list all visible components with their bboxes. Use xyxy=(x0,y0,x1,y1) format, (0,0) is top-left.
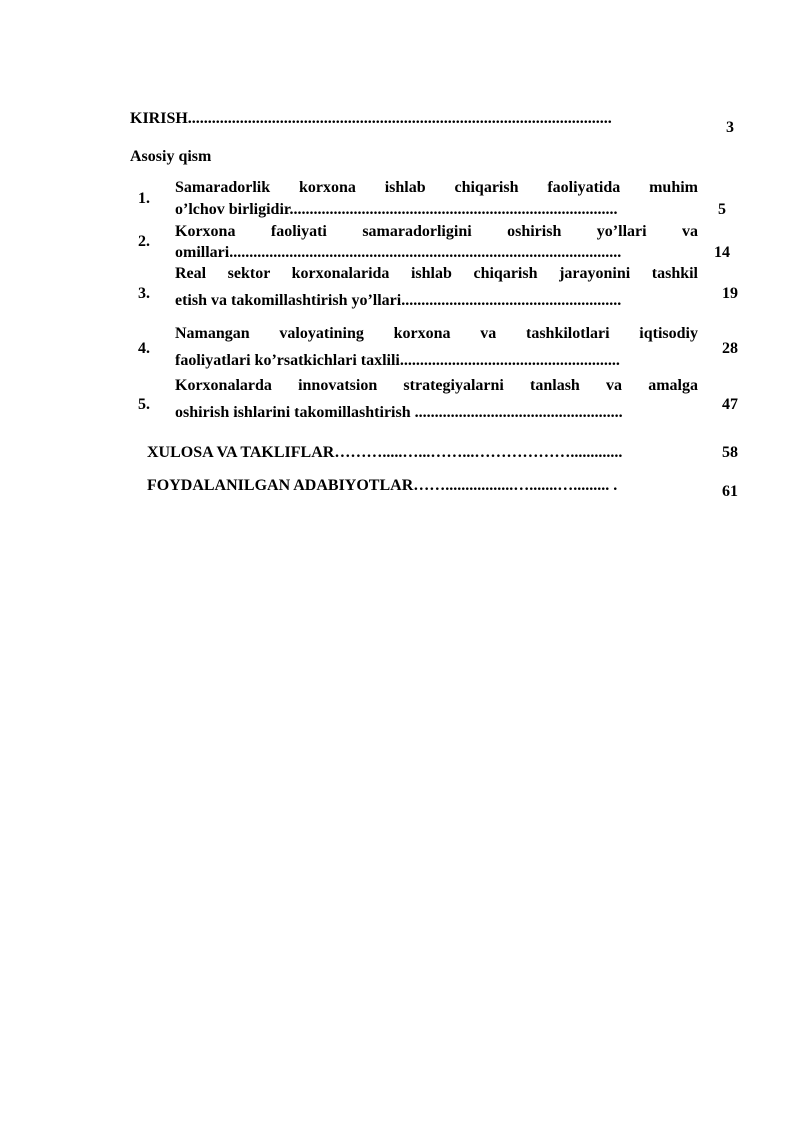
toc-chapter-page: 19 xyxy=(722,285,738,302)
toc-entry-conclusion[interactable]: XULOSA VA TAKLIFLAR……….....…...……...………………............. xyxy=(147,444,623,461)
toc-chapter-page: 28 xyxy=(722,340,738,357)
toc-chapter-number: 5. xyxy=(138,396,150,413)
toc-intro-title: KIRISH xyxy=(130,110,188,127)
toc-entry-references[interactable]: FOYDALANILGAN ADABIYOTLAR…….................….......…......... . xyxy=(147,477,618,494)
toc-chapter-title-line2: omillari.................................................................................................. xyxy=(175,244,622,261)
toc-references-page: 61 xyxy=(722,483,738,500)
main-part-heading: Asosiy qism xyxy=(130,148,212,165)
toc-chapter-title-line2: oshirish ishlarini takomillashtirish .................................................... xyxy=(175,404,623,421)
toc-chapter-number: 4. xyxy=(138,340,150,357)
toc-conclusion-page: 58 xyxy=(722,444,738,461)
toc-entry-intro[interactable] xyxy=(130,110,612,128)
toc-intro-page: 3 xyxy=(726,119,734,136)
toc-chapter-page: 5 xyxy=(718,201,726,218)
toc-chapter-title-line1: Samaradorlik korxona ishlab chiqarish faoliyatida muhim xyxy=(175,179,698,196)
toc-chapter-title-line2: o’lchov birligidir.................................................................................. xyxy=(175,201,618,218)
toc-chapter-number: 3. xyxy=(138,285,150,302)
toc-chapter-title-line1: Korxonalarda innovatsion strategiyalarni tanlash va amalga xyxy=(175,377,698,394)
toc-chapter-page: 47 xyxy=(722,396,738,413)
toc-chapter-number: 1. xyxy=(138,190,150,207)
toc-intro-dots: .......................................................................................................... xyxy=(187,110,612,127)
toc-chapter-number: 2. xyxy=(138,233,150,250)
toc-chapter-page: 14 xyxy=(714,244,730,261)
toc-chapter-title-line1: Real sektor korxonalarida ishlab chiqarish jarayonini tashkil xyxy=(175,265,698,282)
toc-chapter-title-line1: Namangan valoyatining korxona va tashkilotlari iqtisodiy xyxy=(175,325,698,342)
toc-chapter-title-line2: faoliyatlari ko’rsatkichlari taxlili....................................................... xyxy=(175,352,620,369)
toc-chapter-title-line1: Korxona faoliyati samaradorligini oshirish yo’llari va xyxy=(175,223,698,240)
toc-chapter-title-line2: etish va takomillashtirish yo’llari....................................................... xyxy=(175,292,622,309)
